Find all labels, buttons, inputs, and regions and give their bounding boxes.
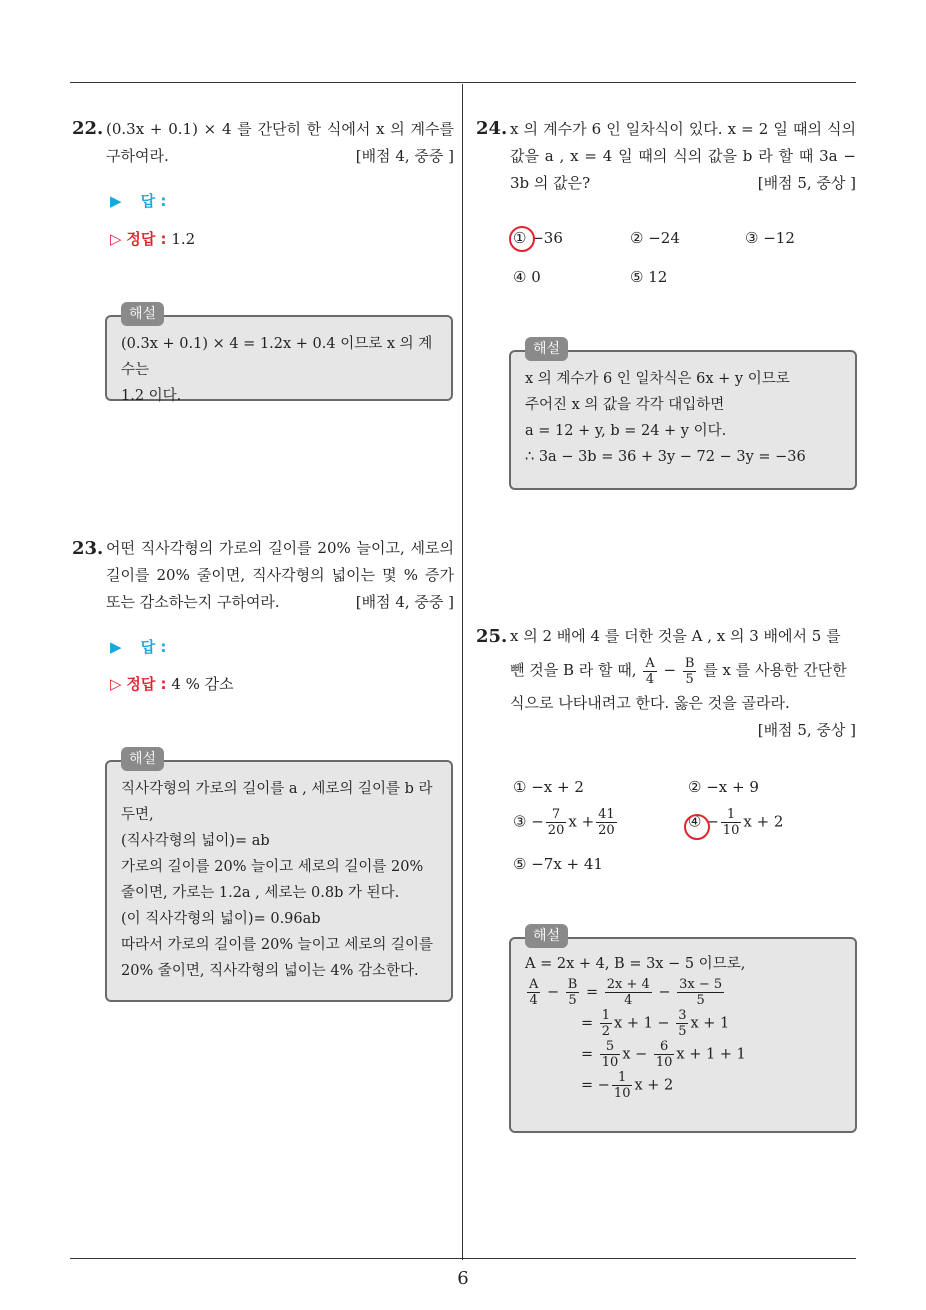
q25-number: 25. bbox=[476, 626, 508, 647]
q22-answer-row bbox=[110, 190, 166, 211]
q25-choice-5[interactable]: ⑤ −7x + 41 bbox=[513, 855, 603, 873]
choice-mid: x + bbox=[568, 812, 595, 831]
q25-solution-tag: 해설 bbox=[525, 924, 568, 948]
selected-mark-circle bbox=[509, 226, 535, 252]
equals-sign: = bbox=[581, 1046, 594, 1063]
q24-choice-3[interactable]: ③ −12 bbox=[745, 229, 795, 247]
fraction bbox=[677, 977, 724, 1008]
bottom-rule bbox=[70, 1258, 856, 1259]
q25-line-1: x 의 2 배에 4 를 더한 것을 A , x 의 3 배에서 5 를 bbox=[510, 627, 841, 645]
numerator: 41 bbox=[598, 807, 615, 822]
q24-choice-4[interactable]: ④ 0 bbox=[513, 268, 541, 286]
numerator: 6 bbox=[654, 1039, 675, 1055]
equals-sign: = − bbox=[581, 1077, 610, 1094]
q24-text bbox=[510, 116, 856, 197]
q23-correct-label: 정답 : bbox=[126, 675, 167, 693]
q23-sol-line: 따라서 가로의 길이를 20% 늘이고 세로의 길이를 bbox=[121, 937, 434, 953]
denominator: 5 bbox=[568, 993, 577, 1008]
fraction bbox=[612, 1070, 633, 1101]
q25-sol-line-5 bbox=[525, 1070, 843, 1101]
denominator: 5 bbox=[696, 993, 705, 1008]
numerator: 1 bbox=[601, 1008, 611, 1023]
outline-triangle-icon: ▷ bbox=[110, 675, 122, 693]
denominator: 10 bbox=[722, 823, 740, 838]
q23-correct-row bbox=[110, 673, 234, 694]
q24-sol-line: 주어진 x 의 값을 각각 대입하면 bbox=[525, 397, 725, 413]
q24-sol-line: a = 12 + y, b = 24 + y 이다. bbox=[525, 423, 727, 439]
denominator: 20 bbox=[547, 823, 565, 838]
numerator: B bbox=[567, 977, 578, 992]
q25-choice-1[interactable]: ① −x + 2 bbox=[513, 778, 584, 796]
numerator: A bbox=[645, 655, 655, 671]
q23-sol-line: 줄이면, 가로는 1.2a , 세로는 0.8b 가 된다. bbox=[121, 885, 400, 901]
denominator: 10 bbox=[655, 1055, 673, 1070]
numerator: 5 bbox=[600, 1039, 621, 1055]
q23-question: 어떤 직사각형의 가로의 길이를 20% 늘이고, 세로의 길이를 20% 줄이면, 직사각형의 넓이는 몇 % 증가 또는 감소하는지 구하여라. bbox=[106, 539, 454, 611]
q22-points: [배점 4, 중중 ] bbox=[355, 147, 454, 165]
q22-solution-box bbox=[105, 306, 453, 404]
q23-solution-tag: 해설 bbox=[121, 747, 164, 771]
q23-solution-box bbox=[105, 751, 453, 1002]
q24-choice-5[interactable]: ⑤ 12 bbox=[630, 268, 668, 286]
minus-sign: − bbox=[547, 984, 560, 1001]
fraction bbox=[605, 977, 652, 1008]
denominator: 4 bbox=[645, 671, 655, 687]
q22-text bbox=[106, 116, 454, 170]
equals-sign: = bbox=[585, 984, 599, 1001]
numerator: 2x + 4 bbox=[606, 977, 650, 992]
equals-sign: = bbox=[581, 1015, 594, 1032]
q23-correct-value: 4 % 감소 bbox=[171, 675, 234, 693]
q25-sol-line-4 bbox=[525, 1039, 843, 1070]
fraction bbox=[566, 977, 580, 1008]
q23-sol-line: 20% 줄이면, 직사각형의 넓이는 4% 감소한다. bbox=[121, 963, 419, 979]
q22-question: (0.3x + 0.1) × 4 를 간단히 한 식에서 x 의 계수를 구하여라. bbox=[106, 120, 454, 165]
q25-line-3: 식으로 나타내려고 한다. 옳은 것을 골라라. bbox=[510, 694, 790, 712]
q25-choice-2[interactable]: ② −x + 9 bbox=[688, 778, 759, 796]
numerator: 3x − 5 bbox=[679, 977, 723, 992]
denominator: 10 bbox=[613, 1086, 631, 1101]
column-divider bbox=[462, 84, 463, 1260]
q24-sol-line: x 의 계수가 6 인 일차식은 6x + y 이므로 bbox=[525, 371, 790, 387]
fraction bbox=[546, 807, 567, 838]
q23-number: 23. bbox=[72, 538, 104, 559]
q24-question: x 의 계수가 6 인 일차식이 있다. x = 2 일 때의 식의 값을 a , x = 4 일 때의 식의 값을 b 라 할 때 3a − 3b 의 값은? bbox=[510, 120, 856, 192]
choice-suffix: x + 2 bbox=[743, 812, 784, 831]
term: x + 1 − bbox=[614, 1015, 670, 1032]
q24-solution-box bbox=[509, 341, 857, 490]
q25-sol-line-2 bbox=[525, 977, 843, 1008]
outline-triangle-icon: ▷ bbox=[110, 230, 122, 248]
fraction bbox=[527, 977, 540, 1008]
q25-sol-line-3 bbox=[525, 1008, 843, 1039]
fraction bbox=[676, 1008, 688, 1039]
minus-sign: − bbox=[658, 984, 671, 1001]
q23-answer-label: 답 : bbox=[140, 638, 167, 656]
q22-sol-line: (0.3x + 0.1) × 4 = 1.2x + 0.4 이므로 x 의 계수는 bbox=[121, 336, 433, 378]
denominator: 4 bbox=[529, 993, 538, 1008]
denominator: 20 bbox=[598, 823, 615, 838]
q23-points: [배점 4, 중중 ] bbox=[355, 593, 454, 611]
choice-prefix: ④ − bbox=[688, 812, 719, 831]
q22-answer-label: 답 : bbox=[140, 192, 167, 210]
q25-line-2b: 를 x 를 사용한 간단한 bbox=[703, 661, 847, 679]
denominator: 5 bbox=[678, 1024, 687, 1039]
denominator: 4 bbox=[624, 993, 633, 1008]
q23-text bbox=[106, 535, 454, 616]
play-icon: ▶ bbox=[110, 192, 122, 210]
numerator: 3 bbox=[678, 1008, 687, 1023]
q25-line-2 bbox=[510, 650, 856, 690]
numerator: 1 bbox=[721, 807, 742, 823]
q23-sol-line: 가로의 길이를 20% 늘이고 세로의 길이를 20% bbox=[121, 859, 424, 875]
q24-sol-line: ∴ 3a − 3b = 36 + 3y − 72 − 3y = −36 bbox=[525, 449, 806, 465]
term: x + 2 bbox=[634, 1077, 674, 1094]
denominator: 2 bbox=[601, 1024, 611, 1039]
fraction bbox=[600, 1039, 621, 1070]
q25-sol-line-1: A = 2x + 4, B = 3x − 5 이므로, bbox=[525, 956, 746, 972]
numerator: 1 bbox=[612, 1070, 633, 1086]
q24-points: [배점 5, 중상 ] bbox=[757, 174, 856, 192]
term: x + 1 + 1 bbox=[676, 1046, 746, 1063]
fraction bbox=[600, 1008, 612, 1039]
q25-text bbox=[510, 623, 856, 744]
top-rule bbox=[70, 82, 856, 83]
q25-points: [배점 5, 중상 ] bbox=[757, 721, 856, 739]
q23-answer-row bbox=[110, 636, 166, 657]
q24-number: 24. bbox=[476, 118, 508, 139]
q22-solution-tag: 해설 bbox=[121, 302, 164, 326]
selected-mark-circle bbox=[684, 814, 710, 840]
term: x + 1 bbox=[690, 1015, 730, 1032]
q22-correct-label: 정답 : bbox=[126, 230, 167, 248]
q23-sol-line: (이 직사각형의 넓이)= 0.96ab bbox=[121, 911, 321, 927]
q22-sol-line: 1.2 이다. bbox=[121, 388, 182, 404]
fraction bbox=[596, 807, 617, 838]
minus-sign: − bbox=[663, 661, 677, 679]
play-icon: ▶ bbox=[110, 638, 122, 656]
fraction bbox=[643, 656, 656, 687]
q23-sol-line: 두면, bbox=[121, 807, 154, 823]
q25-choice-3[interactable] bbox=[513, 807, 619, 838]
term: x − bbox=[622, 1046, 648, 1063]
q24-solution-tag: 해설 bbox=[525, 337, 568, 361]
q23-sol-line: 직사각형의 가로의 길이를 a , 세로의 길이를 b 라 bbox=[121, 781, 433, 797]
numerator: B bbox=[684, 655, 695, 671]
q22-correct-row bbox=[110, 228, 195, 249]
page-number: 6 bbox=[457, 1268, 469, 1289]
fraction bbox=[721, 807, 742, 838]
q23-sol-line: (직사각형의 넓이)= ab bbox=[121, 833, 270, 849]
fraction bbox=[683, 656, 697, 687]
q24-choice-2[interactable]: ② −24 bbox=[630, 229, 680, 247]
fraction bbox=[654, 1039, 675, 1070]
numerator: 7 bbox=[546, 807, 567, 823]
q25-line-2a: 뺀 것을 B 라 할 때, bbox=[510, 661, 637, 679]
q22-correct-value: 1.2 bbox=[171, 230, 196, 248]
choice-prefix: ③ − bbox=[513, 812, 544, 831]
numerator: A bbox=[529, 977, 539, 992]
denominator: 10 bbox=[601, 1055, 619, 1070]
denominator: 5 bbox=[685, 671, 694, 687]
q22-number: 22. bbox=[72, 118, 104, 139]
q25-solution-box bbox=[509, 928, 857, 1133]
q24-choice-1[interactable]: ① −36 bbox=[513, 229, 563, 247]
